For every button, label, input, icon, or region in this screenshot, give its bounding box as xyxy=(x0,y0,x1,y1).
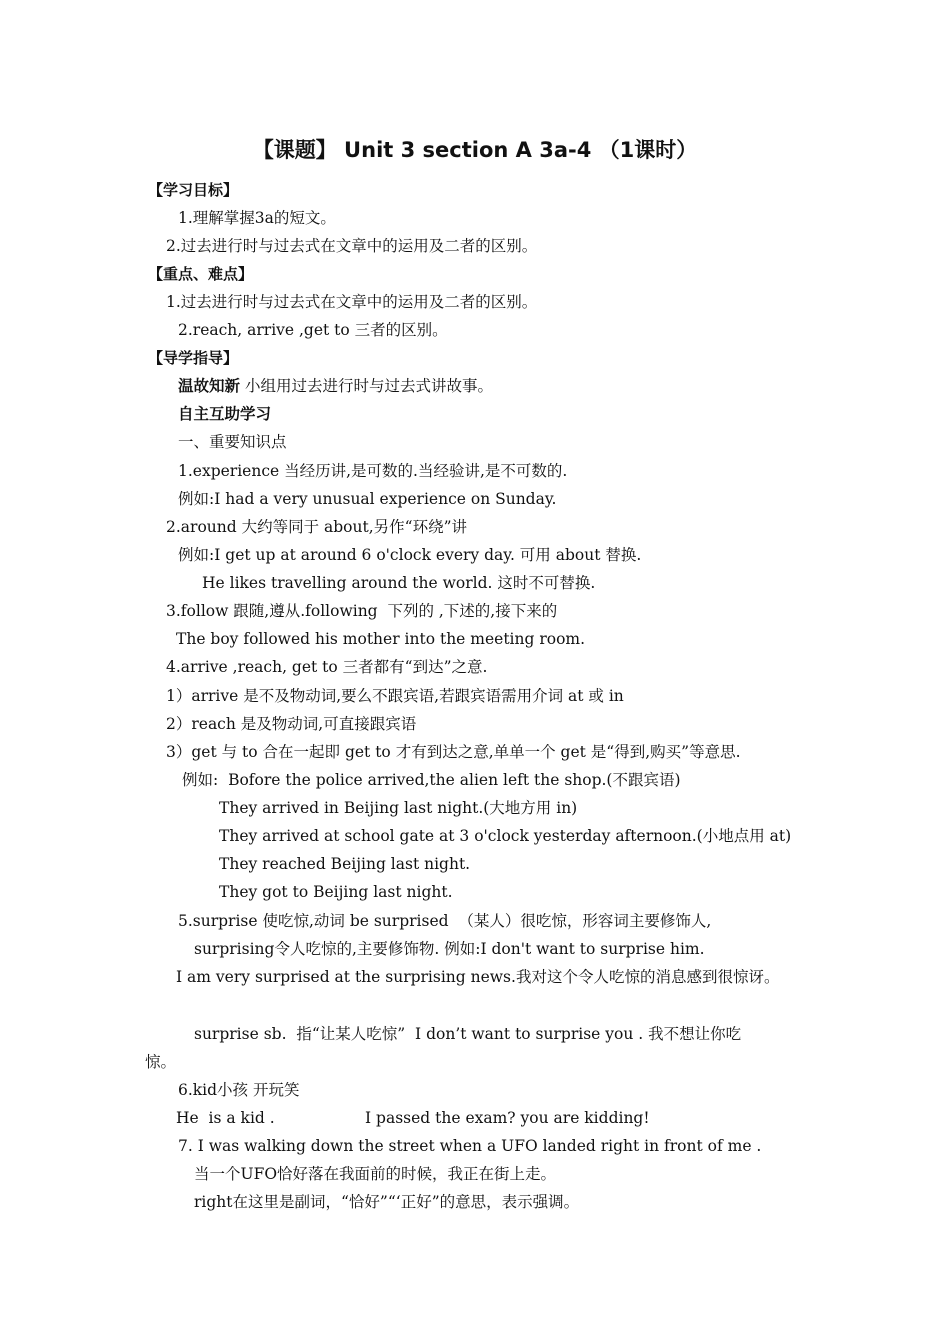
review-label: 温故知新 xyxy=(178,376,241,395)
objectives-heading: 【学习目标】 xyxy=(148,181,239,199)
self-study-heading: 自主互助学习 xyxy=(178,404,272,423)
point-line: 1）arrive 是不及物动词,要么不跟宾语,若跟宾语需用介词 at 或 in xyxy=(166,687,624,705)
point-line: 2.around 大约等同于 about,另作“环绕”讲 xyxy=(166,518,467,536)
point-line: 例如:I get up at around 6 o'clock every day. 可用 about 替换. xyxy=(178,546,642,564)
point-line: I am very surprised at the surprising news.我对这个令人吃惊的消息感到很惊讶。 xyxy=(176,968,780,986)
point-line: 惊。 xyxy=(145,1053,177,1071)
point-line: 例如:I had a very unusual experience on Sunday. xyxy=(178,490,557,508)
point-line: 7. I was walking down the street when a UFO landed right in front of me . xyxy=(178,1137,762,1155)
objective-item: 1.理解掌握3a的短文。 xyxy=(178,209,336,227)
review-line xyxy=(178,376,493,396)
point-line: surprise sb. 指“让某人吃惊” I don’t want to surprise you . 我不想让你吃 xyxy=(194,1025,742,1043)
point-line: He likes travelling around the world. 这时不可替换. xyxy=(202,574,596,592)
point-line: 3.follow 跟随,遵从.following 下列的 ,下述的,接下来的 xyxy=(166,602,558,620)
point-line: They arrived at school gate at 3 o'clock yesterday afternoon.(小地点用 at) xyxy=(219,827,792,845)
key-point-item: 2.reach, arrive ,get to 三者的区别。 xyxy=(178,321,448,339)
point-line: They got to Beijing last night. xyxy=(219,883,453,901)
point-line: I passed the exam? you are kidding! xyxy=(365,1109,650,1127)
knowledge-heading: 一、重要知识点 xyxy=(178,433,287,451)
guidance-heading: 【导学指导】 xyxy=(148,349,239,367)
key-points-heading: 【重点、难点】 xyxy=(148,265,254,283)
key-point-item: 1.过去进行时与过去式在文章中的运用及二者的区别。 xyxy=(166,293,538,311)
point-line: He is a kid . xyxy=(176,1109,275,1127)
point-line: 3）get 与 to 合在一起即 get to 才有到达之意,单单一个 get 是“得到,购买”等意思. xyxy=(166,743,741,761)
point-line: 6.kid小孩 开玩笑 xyxy=(178,1081,300,1099)
point-line: They reached Beijing last night. xyxy=(219,855,471,873)
review-text: 小组用过去进行时与过去式讲故事。 xyxy=(240,377,493,395)
point-line: 当一个UFO恰好落在我面前的时候，我正在街上走。 xyxy=(194,1165,557,1183)
point-line: 5.surprise 使吃惊,动词 be surprised （某人）很吃惊，形容词主要修饰人, xyxy=(178,912,712,930)
point-line: 4.arrive ,reach, get to 三者都有“到达”之意. xyxy=(166,658,488,676)
point-line: 例如: Bofore the police arrived,the alien left the shop.(不跟宾语) xyxy=(182,771,681,789)
point-line: They arrived in Beijing last night.(大地方用 in) xyxy=(219,799,578,817)
page-title: 【课题】 Unit 3 section A 3a-4 （1课时） xyxy=(252,138,698,162)
point-line: 1.experience 当经历讲,是可数的.当经验讲,是不可数的. xyxy=(178,462,568,480)
objective-item: 2.过去进行时与过去式在文章中的运用及二者的区别。 xyxy=(166,237,538,255)
point-line: 2）reach 是及物动词,可直接跟宾语 xyxy=(166,715,417,733)
point-line: The boy followed his mother into the meeting room. xyxy=(176,630,586,648)
point-line: surprising令人吃惊的,主要修饰物. 例如:I don't want to surprise him. xyxy=(194,940,705,958)
point-line: right在这里是副词，“恰好”“‘正好”的意思，表示强调。 xyxy=(194,1193,580,1211)
